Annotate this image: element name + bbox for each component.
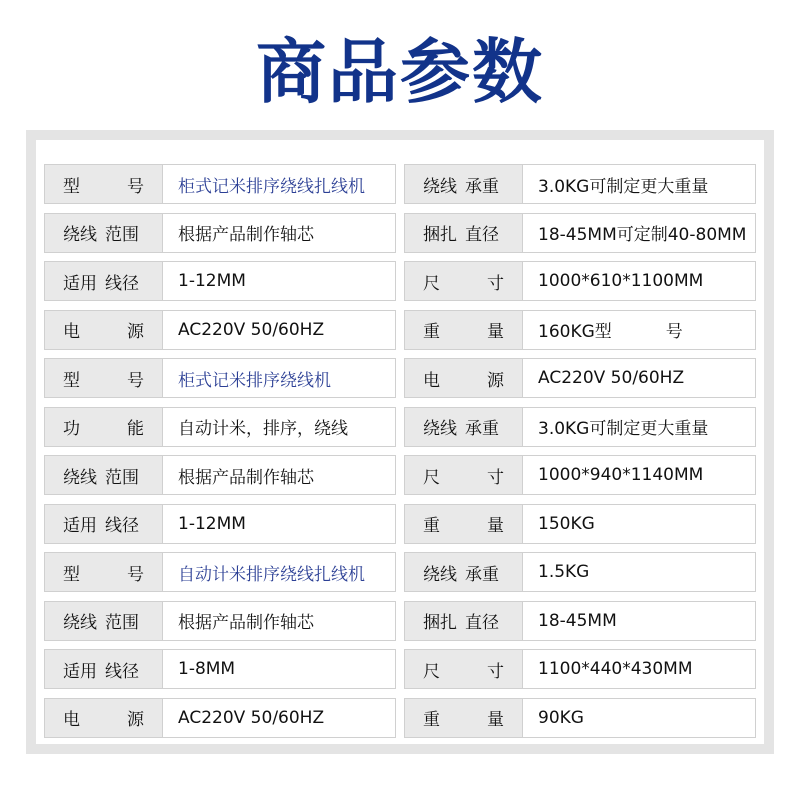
spec-label-part: 量: [487, 710, 504, 730]
spec-value: 1000*610*1100MM: [538, 271, 704, 291]
spec-label-part: 承重: [465, 564, 499, 585]
spec-label-part: 寸: [487, 273, 504, 294]
spec-label-part: 型: [63, 564, 80, 585]
spec-label-part: 适用: [63, 273, 97, 294]
spec-value: 1-12MM: [178, 513, 246, 534]
spec-value: AC220V 50/60HZ: [178, 319, 325, 340]
spec-right-row: [404, 358, 756, 398]
spec-value: 90KG: [538, 707, 584, 728]
spec-right-row: [404, 455, 756, 495]
spec-right-row: [404, 601, 756, 641]
spec-value: 1000*940*1140MM: [538, 465, 704, 485]
spec-label-part: 捆扎: [423, 225, 457, 245]
spec-label-part: 号: [127, 176, 144, 197]
spec-label-part: 绕线: [423, 564, 457, 585]
spec-label: [405, 650, 523, 688]
spec-label-part: 绕线: [63, 225, 97, 245]
spec-label: [45, 359, 163, 397]
spec-label-part: 功: [63, 419, 80, 439]
spec-right-row: [404, 164, 756, 204]
spec-value: 根据产品制作轴芯: [178, 225, 314, 245]
spec-label-part: 尺: [423, 273, 440, 294]
spec-left-row: [44, 213, 396, 253]
spec-label-part: 能: [127, 419, 144, 439]
spec-label-part: 承重: [465, 419, 499, 439]
spec-left-row: [44, 698, 396, 738]
spec-label-part: 绕线: [63, 613, 97, 633]
spec-value: 1100*440*430MM: [538, 659, 693, 679]
spec-left-row: [44, 164, 396, 204]
spec-label-part: 线径: [105, 661, 139, 682]
spec-value: 自动计米，排序，绕线: [178, 419, 348, 439]
spec-label: [45, 408, 163, 446]
spec-right-row: [404, 407, 756, 447]
spec-value: 150KG: [538, 513, 595, 534]
spec-label-part: 寸: [487, 661, 504, 682]
spec-left-row: [44, 649, 396, 689]
spec-value: 160KG型 号: [538, 322, 683, 342]
spec-label-part: 适用: [63, 661, 97, 682]
spec-label-part: 尺: [423, 467, 440, 488]
spec-label: [405, 311, 523, 349]
spec-label-part: 重: [423, 710, 440, 730]
spec-label-part: 绕线: [423, 176, 457, 197]
spec-left-row: [44, 552, 396, 592]
spec-label-part: 适用: [63, 516, 97, 536]
spec-label: [45, 311, 163, 349]
spec-value: AC220V 50/60HZ: [178, 707, 325, 728]
spec-label: [405, 214, 523, 252]
spec-label: [405, 359, 523, 397]
spec-label-part: 源: [127, 322, 144, 342]
spec-value: 1-8MM: [178, 659, 236, 679]
spec-label-part: 线径: [105, 516, 139, 536]
spec-model-value: 柜式记米排序绕线机: [178, 370, 331, 391]
spec-label-part: 量: [487, 322, 504, 342]
spec-label-part: 绕线: [63, 467, 97, 488]
spec-label-part: 承重: [465, 176, 499, 197]
spec-label: [405, 408, 523, 446]
spec-label-part: 重: [423, 516, 440, 536]
spec-label: [405, 699, 523, 737]
spec-label-part: 范围: [105, 613, 139, 633]
spec-right-row: [404, 698, 756, 738]
spec-left-row: [44, 358, 396, 398]
spec-label-part: 绕线: [423, 419, 457, 439]
spec-right-row: [404, 649, 756, 689]
spec-value: 18-45MM可定制40-80MM: [538, 225, 747, 245]
spec-label-part: 范围: [105, 467, 139, 488]
spec-left-row: [44, 261, 396, 301]
spec-label: [45, 553, 163, 591]
spec-panel-inner: [36, 140, 764, 744]
spec-value: 3.0KG可制定更大重量: [538, 419, 709, 439]
spec-right-row: [404, 213, 756, 253]
spec-label-part: 电: [63, 710, 80, 730]
spec-right-row: [404, 504, 756, 544]
spec-left-row: [44, 455, 396, 495]
spec-value: 1-12MM: [178, 271, 246, 291]
spec-label-part: 电: [423, 370, 440, 391]
spec-label-part: 源: [487, 370, 504, 391]
spec-model-value: 自动计米排序绕线扎线机: [178, 564, 365, 585]
spec-label-part: 源: [127, 710, 144, 730]
spec-left-row: [44, 310, 396, 350]
spec-label-part: 号: [127, 564, 144, 585]
spec-label: [45, 165, 163, 203]
spec-right-row: [404, 310, 756, 350]
spec-value: 3.0KG可制定更大重量: [538, 176, 709, 197]
spec-label-part: 捆扎: [423, 613, 457, 633]
spec-label-part: 型: [63, 370, 80, 391]
spec-value: 根据产品制作轴芯: [178, 467, 314, 488]
spec-label-part: 尺: [423, 661, 440, 682]
spec-model-value: 柜式记米排序绕线扎线机: [178, 176, 365, 197]
spec-panel: [26, 130, 774, 754]
spec-label-part: 电: [63, 322, 80, 342]
spec-label: [405, 165, 523, 203]
spec-label-part: 范围: [105, 225, 139, 245]
spec-label-part: 重: [423, 322, 440, 342]
spec-value: AC220V 50/60HZ: [538, 368, 685, 388]
spec-label: [405, 553, 523, 591]
spec-label-part: 寸: [487, 467, 504, 488]
spec-value: 1.5KG: [538, 562, 590, 582]
spec-right-row: [404, 552, 756, 592]
spec-label: [405, 505, 523, 543]
spec-value: 18-45MM: [538, 610, 617, 631]
spec-left-row: [44, 601, 396, 641]
spec-label: [45, 602, 163, 640]
spec-label-part: 型: [63, 176, 80, 197]
spec-label: [405, 602, 523, 640]
page-title: 商品参数: [256, 31, 544, 113]
spec-label-part: 直径: [465, 225, 499, 245]
spec-label: [45, 214, 163, 252]
spec-left-row: [44, 407, 396, 447]
spec-label: [45, 650, 163, 688]
spec-label-part: 量: [487, 516, 504, 536]
spec-value: 根据产品制作轴芯: [178, 613, 314, 633]
spec-label: [45, 456, 163, 494]
spec-label: [405, 262, 523, 300]
spec-label-part: 线径: [105, 273, 139, 294]
spec-label: [45, 505, 163, 543]
spec-right-row: [404, 261, 756, 301]
spec-left-row: [44, 504, 396, 544]
spec-label: [405, 456, 523, 494]
spec-label-part: 号: [127, 370, 144, 391]
spec-label: [45, 262, 163, 300]
spec-label: [45, 699, 163, 737]
spec-label-part: 直径: [465, 613, 499, 633]
